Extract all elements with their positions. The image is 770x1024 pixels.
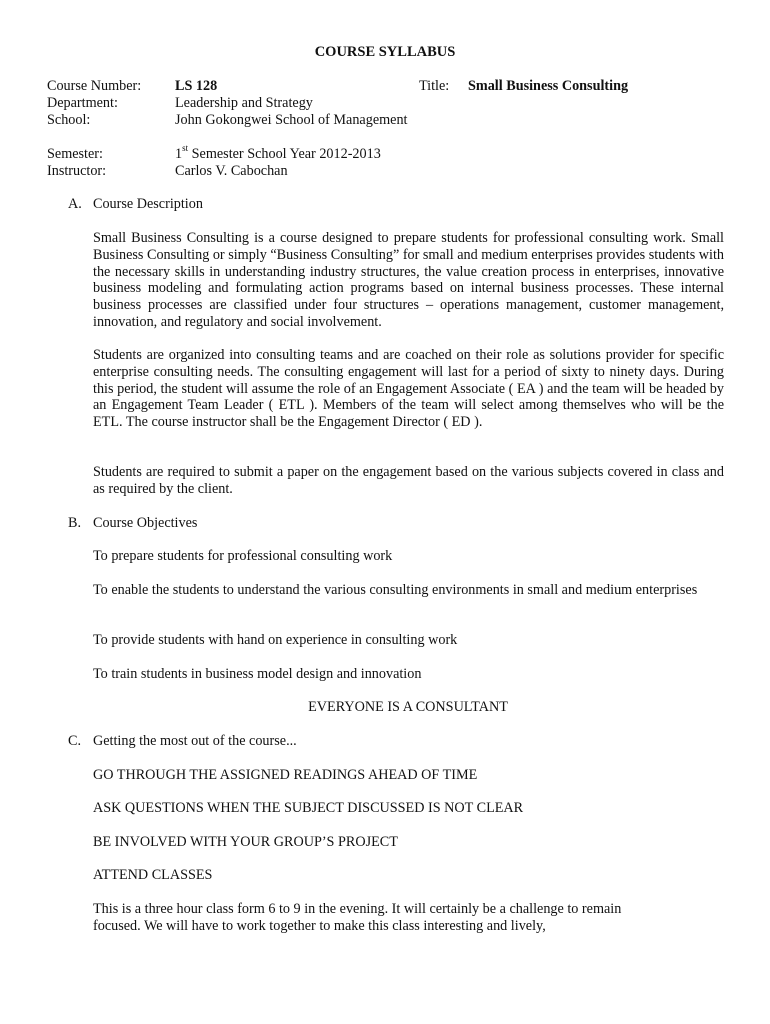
motto: EVERYONE IS A CONSULTANT	[308, 699, 508, 715]
section-a-heading	[68, 196, 203, 213]
objective-1: To prepare students for professional consulting work	[93, 548, 393, 564]
section-c-title: Getting the most out of the course...	[93, 733, 297, 749]
class-schedule-line-1: This is a three hour class form 6 to 9 in the evening. It will certainly be a challenge to remain	[93, 901, 622, 917]
objective-2: To enable the students to understand the various consulting environments in small and medium enterprises	[93, 582, 698, 598]
school-value: John Gokongwei School of Management	[175, 111, 408, 128]
tip-attend-classes: ATTEND CLASSES	[93, 867, 213, 883]
section-c-heading	[68, 733, 297, 750]
semester-label: Semester:	[47, 146, 103, 162]
department-value: Leadership and Strategy	[175, 94, 313, 111]
semester-number: 1	[175, 146, 183, 162]
school-label: School:	[47, 111, 91, 128]
class-schedule-line-2: focused. We will have to work together to make this class interesting and lively,	[93, 917, 546, 934]
instructor-value: Carlos V. Cabochan	[175, 162, 288, 179]
instructor-row	[47, 163, 737, 180]
course-description-paragraph-1: Small Business Consulting is a course designed to prepare students for professional consulting work. Small Business Consulting or simply “Business Consulting” for small and medium enterprises provides students with the necessary skills in understanding industry structures, the value creation process in enterprises, innovative business modeling and formulating action programs based on internal business processes. These internal business processes are classified under four structures – operations management, customer management, innovation, and regulatory and social involvement.	[93, 230, 724, 330]
semester-value	[175, 143, 381, 163]
objective-4: To train students in business model design and innovation	[93, 666, 422, 682]
school-row	[47, 112, 737, 129]
course-number-value: LS 128	[175, 78, 218, 94]
course-description-paragraph-2: Students are organized into consulting teams and are coached on their role as solutions provider for specific enterprise consulting needs. The consulting engagement will last for a period of sixty to ninety days. During this period, the student will assume the role of an Engagement Associate ( EA ) and the team will be headed by an Engagement Team Leader ( ETL ). Members of the team will select among themselves who will be the ETL. The course instructor shall be the Engagement Director ( ED ).	[93, 347, 724, 431]
tip-questions: ASK QUESTIONS WHEN THE SUBJECT DISCUSSED IS NOT CLEAR	[93, 800, 524, 816]
section-b-title: Course Objectives	[93, 515, 198, 531]
objective-3: To provide students with hand on experience in consulting work	[93, 632, 458, 648]
tip-group-project: BE INVOLVED WITH YOUR GROUP’S PROJECT	[93, 834, 398, 850]
instructor-label: Instructor:	[47, 162, 107, 179]
course-info-block	[47, 78, 737, 128]
section-a-letter: A.	[68, 196, 82, 212]
department-label: Department:	[47, 94, 118, 111]
document-title: COURSE SYLLABUS	[314, 44, 456, 60]
class-schedule-paragraph	[93, 901, 724, 935]
section-b-heading	[68, 515, 197, 532]
title-value: Small Business Consulting	[468, 78, 629, 94]
tip-readings: GO THROUGH THE ASSIGNED READINGS AHEAD OF TIME	[93, 767, 478, 783]
course-number-label: Course Number:	[47, 78, 142, 94]
course-description-paragraph-3: Students are required to submit a paper on the engagement based on the various subjects covered in class and as required by the client.	[93, 464, 724, 497]
title-label: Title:	[419, 78, 450, 94]
section-a-title: Course Description	[93, 196, 203, 212]
semester-text: Semester School Year 2012-2013	[188, 146, 381, 162]
department-row	[47, 95, 737, 112]
section-b-letter: B.	[68, 515, 82, 531]
course-number-row	[47, 78, 737, 95]
semester-info-block	[47, 143, 737, 180]
semester-ordinal: st	[182, 143, 189, 154]
semester-row	[47, 143, 737, 163]
section-c-letter: C.	[68, 733, 82, 749]
